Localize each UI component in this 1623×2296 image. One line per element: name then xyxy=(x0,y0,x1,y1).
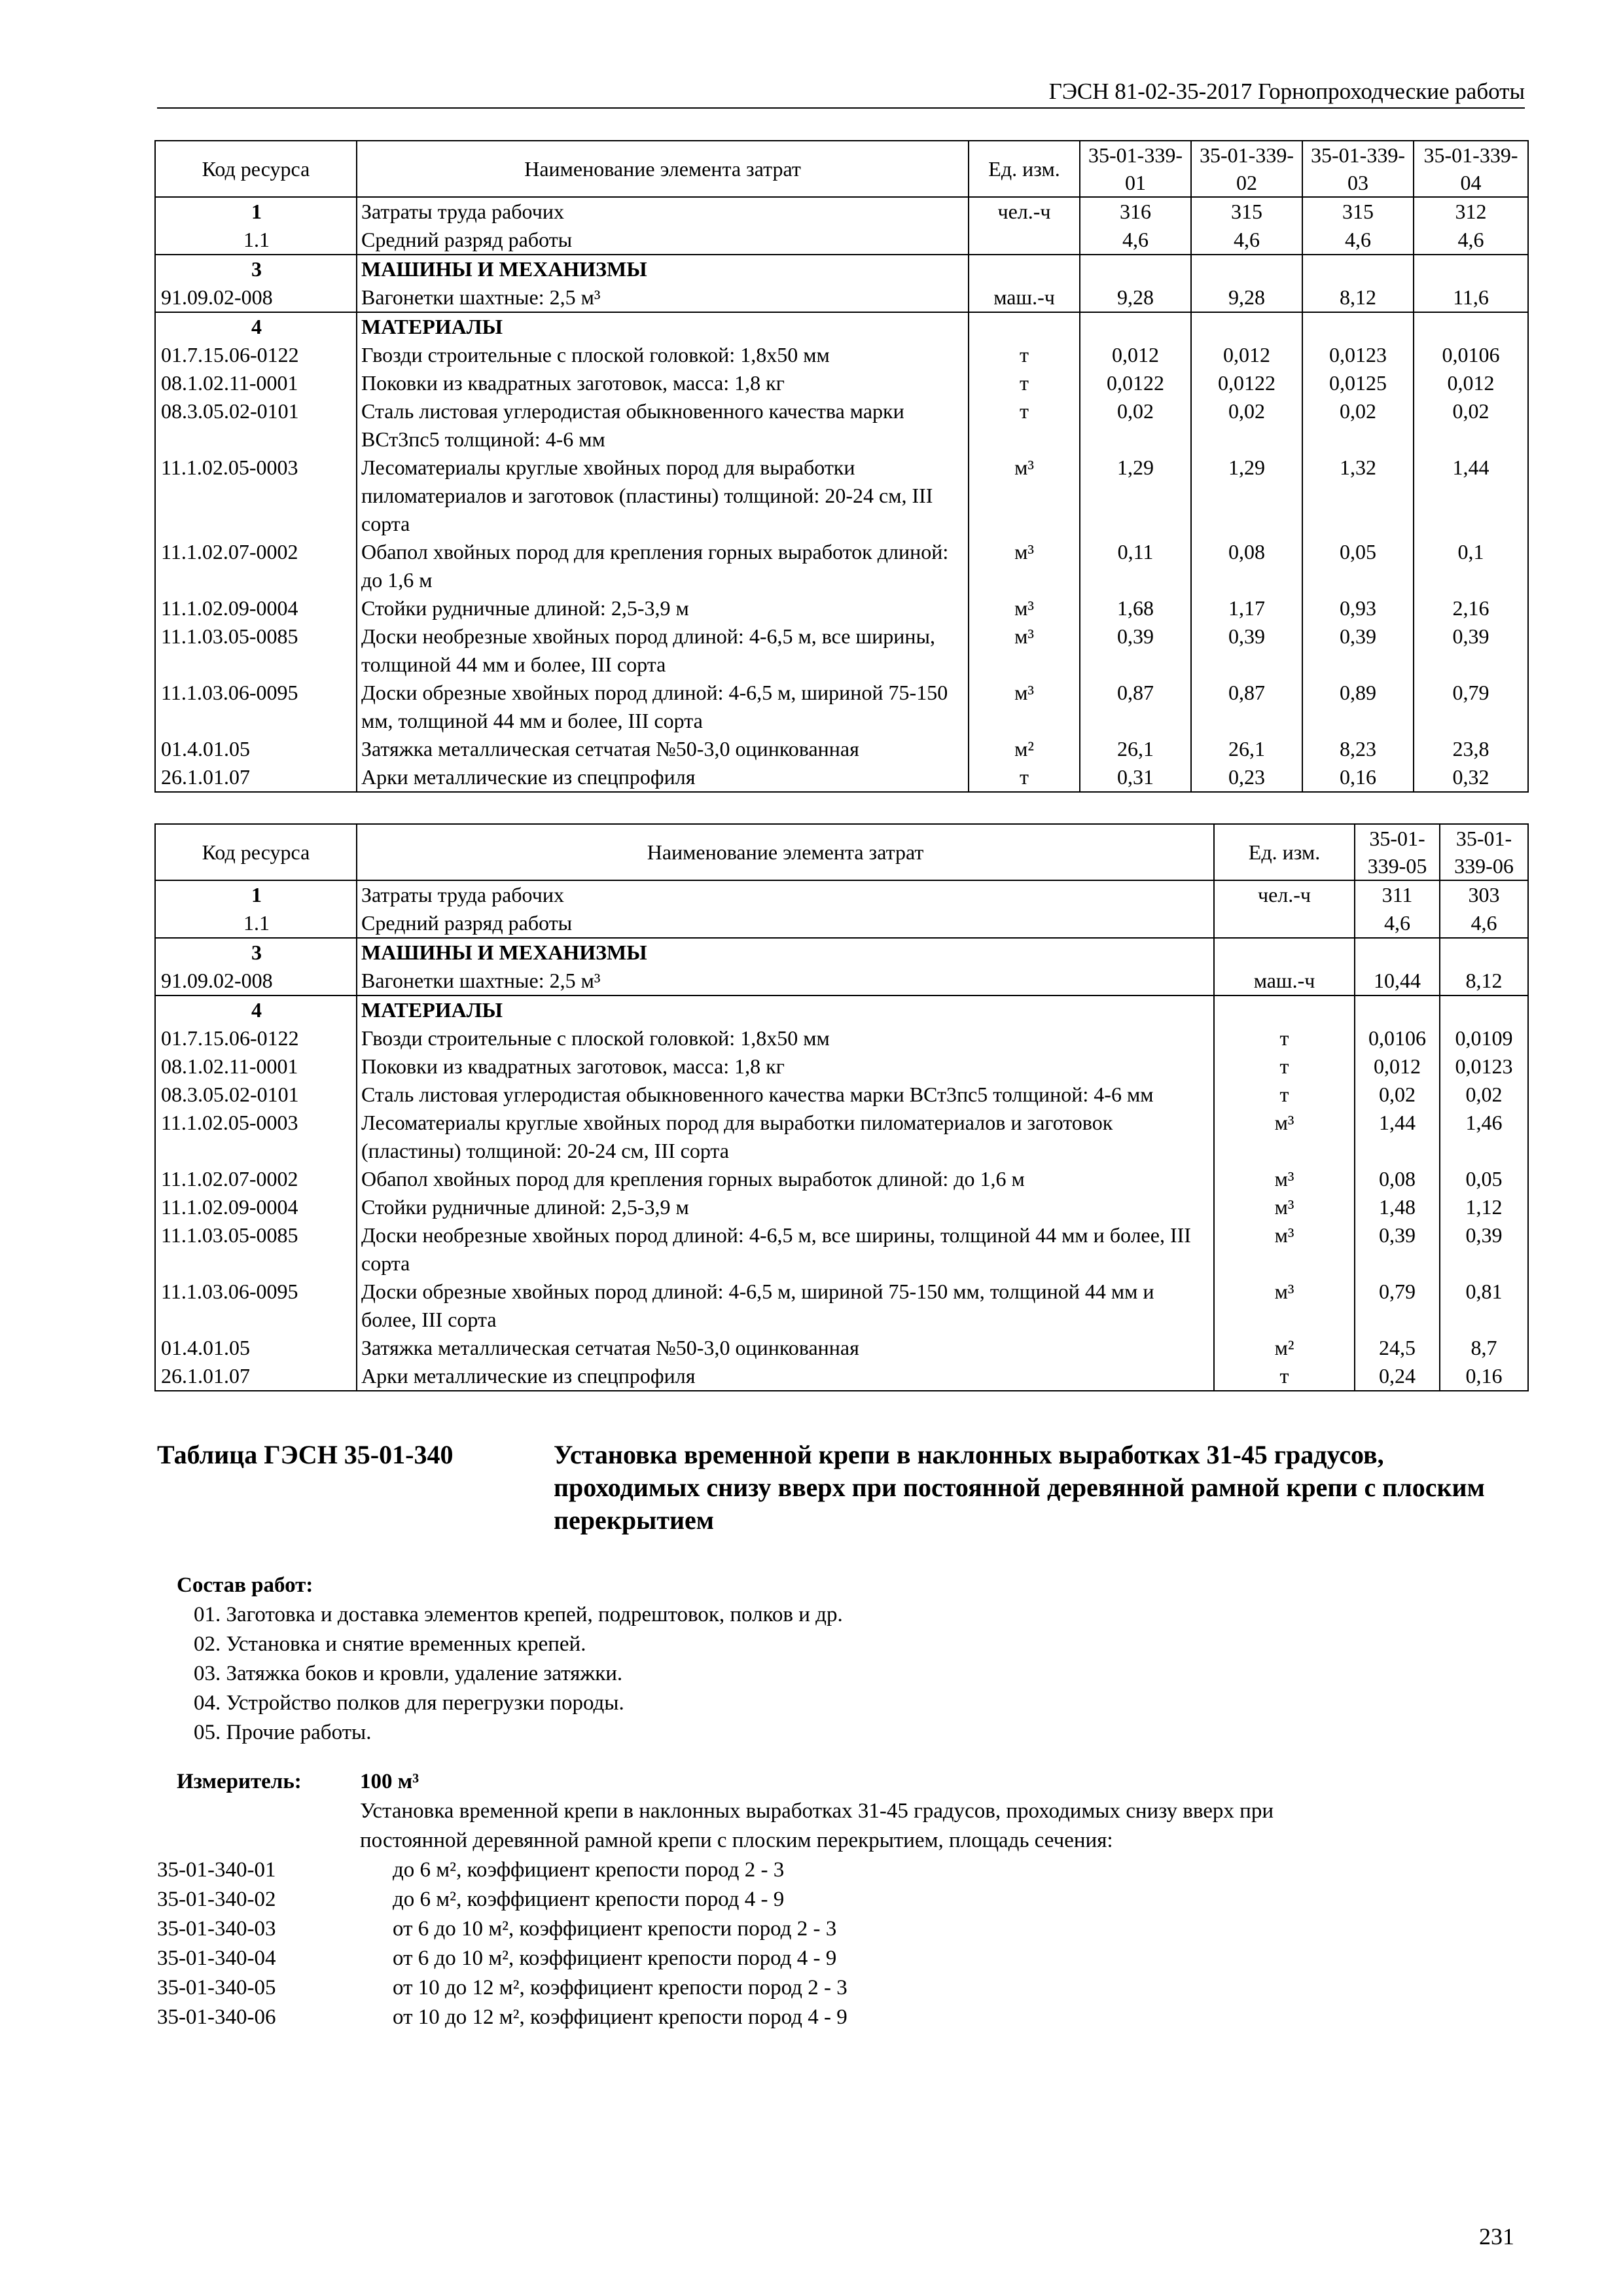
resource-name: Затраты труда рабочих xyxy=(357,880,1214,909)
table-row xyxy=(155,967,1528,996)
resource-code: 4 xyxy=(155,996,357,1024)
col-header-unit: Ед. изм. xyxy=(969,141,1080,197)
resource-unit: т xyxy=(969,397,1080,454)
resource-name: Затяжка металлическая сетчатая №50-3,0 оцинкованная xyxy=(357,1334,1214,1362)
rate-code: 35-01-340-06 xyxy=(157,2005,276,2029)
resource-value: 0,02 xyxy=(1302,397,1414,454)
rate-code: 35-01-340-01 xyxy=(157,1858,276,1882)
resource-unit xyxy=(969,312,1080,341)
resource-value: 1,29 xyxy=(1080,454,1191,538)
resource-value: 26,1 xyxy=(1191,735,1302,763)
resource-value: 0,08 xyxy=(1355,1165,1440,1193)
resource-value: 0,02 xyxy=(1440,1081,1528,1109)
resource-code: 11.1.02.09-0004 xyxy=(155,594,357,622)
resource-value xyxy=(1440,996,1528,1024)
table-row xyxy=(155,938,1528,967)
resource-value: 0,0122 xyxy=(1191,369,1302,397)
resource-code: 08.3.05.02-0101 xyxy=(155,1081,357,1109)
rate-description: до 6 м², коэффициент крепости пород 4 - 9 xyxy=(393,1888,785,1911)
resource-unit: м³ xyxy=(969,454,1080,538)
resource-value: 8,12 xyxy=(1440,967,1528,996)
resource-code: 01.7.15.06-0122 xyxy=(155,341,357,369)
resource-value: 1,12 xyxy=(1440,1193,1528,1221)
resource-value xyxy=(1302,255,1414,283)
resource-unit xyxy=(969,255,1080,283)
resource-table-2 xyxy=(154,823,1529,1391)
col-header-value: 35-01-339-01 xyxy=(1080,141,1191,197)
work-composition xyxy=(177,1571,843,1748)
resource-code: 26.1.01.07 xyxy=(155,1362,357,1391)
resource-unit: т xyxy=(969,763,1080,792)
resource-value: 9,28 xyxy=(1191,283,1302,312)
resource-code: 91.09.02-008 xyxy=(155,967,357,996)
resource-value: 24,5 xyxy=(1355,1334,1440,1362)
resource-unit: м³ xyxy=(1214,1165,1355,1193)
resource-value: 312 xyxy=(1414,197,1528,226)
resource-value: 0,32 xyxy=(1414,763,1528,792)
table-row xyxy=(155,880,1528,909)
resource-value: 0,23 xyxy=(1191,763,1302,792)
resource-value: 26,1 xyxy=(1080,735,1191,763)
table-title-label: Таблица ГЭСН 35-01-340 xyxy=(157,1440,454,1469)
resource-code: 08.1.02.11-0001 xyxy=(155,369,357,397)
resource-code: 11.1.03.05-0085 xyxy=(155,1221,357,1278)
resource-name: Лесоматериалы круглые хвойных пород для выработки пиломатериалов и заготовок (пластины) толщиной: 20-24 см, III сорта xyxy=(357,454,969,538)
resource-value: 0,05 xyxy=(1440,1165,1528,1193)
resource-value: 0,012 xyxy=(1080,341,1191,369)
resource-name: Доски обрезные хвойных пород длиной: 4-6,5 м, шириной 75-150 мм, толщиной 44 мм и более, III сорта xyxy=(357,679,969,735)
resource-unit: м³ xyxy=(969,622,1080,679)
resource-unit: маш.-ч xyxy=(1214,967,1355,996)
resource-value: 0,02 xyxy=(1355,1081,1440,1109)
col-header-code: Код ресурса xyxy=(155,824,357,880)
resource-name: Арки металлические из спецпрофиля xyxy=(357,1362,1214,1391)
resource-value: 0,0125 xyxy=(1302,369,1414,397)
resource-code: 11.1.02.05-0003 xyxy=(155,454,357,538)
resource-name: Сталь листовая углеродистая обыкновенного качества марки ВСт3пс5 толщиной: 4-6 мм xyxy=(357,397,969,454)
resource-unit: м³ xyxy=(969,538,1080,594)
resource-value: 4,6 xyxy=(1355,909,1440,938)
resource-name: Доски необрезные хвойных пород длиной: 4-6,5 м, все ширины, толщиной 44 мм и более, III сорта xyxy=(357,1221,1214,1278)
resource-value: 8,7 xyxy=(1440,1334,1528,1362)
resource-code: 08.1.02.11-0001 xyxy=(155,1052,357,1081)
resource-unit: т xyxy=(969,341,1080,369)
resource-unit: т xyxy=(1214,1081,1355,1109)
resource-value: 0,16 xyxy=(1302,763,1414,792)
resource-code: 1 xyxy=(155,880,357,909)
resource-value: 0,0106 xyxy=(1414,341,1528,369)
table-row xyxy=(155,1278,1528,1334)
resource-value: 0,39 xyxy=(1191,622,1302,679)
resource-code: 1.1 xyxy=(155,909,357,938)
resource-unit xyxy=(1214,996,1355,1024)
rate-code: 35-01-340-03 xyxy=(157,1917,276,1941)
resource-code: 11.1.02.07-0002 xyxy=(155,1165,357,1193)
resource-value xyxy=(1080,312,1191,341)
resource-unit xyxy=(969,226,1080,255)
resource-value: 4,6 xyxy=(1414,226,1528,255)
resource-code: 01.7.15.06-0122 xyxy=(155,1024,357,1052)
resource-code: 3 xyxy=(155,255,357,283)
composition-item: 04. Устройство полков для перегрузки породы. xyxy=(194,1691,624,1715)
rate-description: от 6 до 10 м², коэффициент крепости пород 2 - 3 xyxy=(393,1917,837,1941)
resource-value: 0,08 xyxy=(1191,538,1302,594)
resource-name: Поковки из квадратных заготовок, масса: 1,8 кг xyxy=(357,369,969,397)
resource-value: 0,39 xyxy=(1080,622,1191,679)
table-header-row xyxy=(155,824,1528,880)
resource-name: Средний разряд работы xyxy=(357,909,1214,938)
resource-value: 1,32 xyxy=(1302,454,1414,538)
resource-value xyxy=(1355,996,1440,1024)
resource-value: 0,87 xyxy=(1191,679,1302,735)
resource-value: 1,68 xyxy=(1080,594,1191,622)
resource-value xyxy=(1355,938,1440,967)
rate-description: от 6 до 10 м², коэффициент крепости пород 4 - 9 xyxy=(393,1946,837,1970)
resource-value: 0,012 xyxy=(1414,369,1528,397)
table-row xyxy=(155,538,1528,594)
composition-title: Состав работ: xyxy=(177,1573,313,1597)
resource-value xyxy=(1414,312,1528,341)
resource-value: 0,16 xyxy=(1440,1362,1528,1391)
resource-code: 01.4.01.05 xyxy=(155,735,357,763)
resource-unit: т xyxy=(1214,1024,1355,1052)
resource-unit: т xyxy=(1214,1052,1355,1081)
table-row xyxy=(155,312,1528,341)
resource-value xyxy=(1191,255,1302,283)
table-row xyxy=(155,622,1528,679)
table-row xyxy=(155,255,1528,283)
table-row xyxy=(155,594,1528,622)
resource-name: Вагонетки шахтные: 2,5 м³ xyxy=(357,283,969,312)
table-row xyxy=(155,1362,1528,1391)
resource-unit xyxy=(1214,909,1355,938)
col-header-value: 35-01-339-02 xyxy=(1191,141,1302,197)
resource-value: 0,24 xyxy=(1355,1362,1440,1391)
rate-description: до 6 м², коэффициент крепости пород 2 - 3 xyxy=(393,1858,785,1882)
resource-unit: т xyxy=(1214,1362,1355,1391)
table-row xyxy=(155,1109,1528,1165)
resource-name: Средний разряд работы xyxy=(357,226,969,255)
table-row xyxy=(155,1052,1528,1081)
table-row xyxy=(155,735,1528,763)
resource-value: 0,39 xyxy=(1414,622,1528,679)
resource-value: 23,8 xyxy=(1414,735,1528,763)
table-row xyxy=(155,369,1528,397)
table-row xyxy=(155,283,1528,312)
resource-name: МАШИНЫ И МЕХАНИЗМЫ xyxy=(357,938,1214,967)
resource-value: 0,89 xyxy=(1302,679,1414,735)
resource-value: 10,44 xyxy=(1355,967,1440,996)
resource-value: 0,02 xyxy=(1080,397,1191,454)
resource-value: 4,6 xyxy=(1440,909,1528,938)
table-row xyxy=(155,1024,1528,1052)
col-header-value: 35-01-339-05 xyxy=(1355,824,1440,880)
resource-unit xyxy=(1214,938,1355,967)
measure-label: Измеритель: xyxy=(177,1770,302,1793)
table-row xyxy=(155,1193,1528,1221)
resource-code: 11.1.02.07-0002 xyxy=(155,538,357,594)
col-header-name: Наименование элемента затрат xyxy=(357,141,969,197)
resource-value xyxy=(1302,312,1414,341)
resource-table-1 xyxy=(154,140,1529,793)
resource-value: 0,02 xyxy=(1414,397,1528,454)
resource-value: 11,6 xyxy=(1414,283,1528,312)
resource-code: 01.4.01.05 xyxy=(155,1334,357,1362)
resource-value: 0,0109 xyxy=(1440,1024,1528,1052)
resource-name: Гвозди строительные с плоской головкой: 1,8x50 мм xyxy=(357,341,969,369)
table-row xyxy=(155,197,1528,226)
table-row xyxy=(155,679,1528,735)
resource-value: 0,39 xyxy=(1440,1221,1528,1278)
resource-value: 0,39 xyxy=(1302,622,1414,679)
resource-code: 91.09.02-008 xyxy=(155,283,357,312)
table-row xyxy=(155,1221,1528,1278)
resource-name: Гвозди строительные с плоской головкой: 1,8x50 мм xyxy=(357,1024,1214,1052)
resource-unit: чел.-ч xyxy=(1214,880,1355,909)
resource-value: 316 xyxy=(1080,197,1191,226)
resource-value: 1,44 xyxy=(1355,1109,1440,1165)
table-row xyxy=(155,397,1528,454)
table-row xyxy=(155,1081,1528,1109)
table-row xyxy=(155,341,1528,369)
resource-value: 4,6 xyxy=(1191,226,1302,255)
composition-item: 02. Установка и снятие временных крепей. xyxy=(194,1632,586,1656)
resource-value: 0,39 xyxy=(1355,1221,1440,1278)
col-header-value: 35-01-339-06 xyxy=(1440,824,1528,880)
resource-value: 311 xyxy=(1355,880,1440,909)
resource-unit: м³ xyxy=(969,679,1080,735)
resource-unit: м³ xyxy=(969,594,1080,622)
resource-value: 315 xyxy=(1191,197,1302,226)
resource-value: 9,28 xyxy=(1080,283,1191,312)
resource-code: 11.1.02.09-0004 xyxy=(155,1193,357,1221)
table-row xyxy=(155,1334,1528,1362)
resource-value: 0,31 xyxy=(1080,763,1191,792)
page-number: 231 xyxy=(1479,2223,1514,2250)
resource-value: 0,0123 xyxy=(1440,1052,1528,1081)
col-header-name: Наименование элемента затрат xyxy=(357,824,1214,880)
resource-value: 0,87 xyxy=(1080,679,1191,735)
resource-name: Обапол хвойных пород для крепления горных выработок длиной: до 1,6 м xyxy=(357,538,969,594)
resource-value: 1,44 xyxy=(1414,454,1528,538)
measure-description: постоянной деревянной рамной крепи с плоским перекрытием, площадь сечения: xyxy=(360,1829,1113,1852)
table-header-row xyxy=(155,141,1528,197)
resource-value: 0,79 xyxy=(1355,1278,1440,1334)
resource-value: 8,12 xyxy=(1302,283,1414,312)
resource-unit: чел.-ч xyxy=(969,197,1080,226)
resource-unit: м² xyxy=(969,735,1080,763)
table-row xyxy=(155,763,1528,792)
resource-name: Вагонетки шахтные: 2,5 м³ xyxy=(357,967,1214,996)
resource-name: МАШИНЫ И МЕХАНИЗМЫ xyxy=(357,255,969,283)
resource-value xyxy=(1191,312,1302,341)
resource-name: Доски необрезные хвойных пород длиной: 4-6,5 м, все ширины, толщиной 44 мм и более, III сорта xyxy=(357,622,969,679)
table-row xyxy=(155,454,1528,538)
rate-code: 35-01-340-04 xyxy=(157,1946,276,1970)
measure-section xyxy=(157,1767,1531,2032)
resource-unit: м³ xyxy=(1214,1193,1355,1221)
resource-value: 1,46 xyxy=(1440,1109,1528,1165)
resource-name: Стойки рудничные длиной: 2,5-3,9 м xyxy=(357,1193,1214,1221)
rate-code: 35-01-340-05 xyxy=(157,1976,276,2000)
col-header-value: 35-01-339-04 xyxy=(1414,141,1528,197)
composition-item: 01. Заготовка и доставка элементов крепей, подрештовок, полков и др. xyxy=(194,1603,843,1626)
resource-name: Затяжка металлическая сетчатая №50-3,0 оцинкованная xyxy=(357,735,969,763)
resource-code: 26.1.01.07 xyxy=(155,763,357,792)
resource-name: Лесоматериалы круглые хвойных пород для выработки пиломатериалов и заготовок (пластины) толщиной: 20-24 см, III сорта xyxy=(357,1109,1214,1165)
resource-value: 0,02 xyxy=(1191,397,1302,454)
resource-name: Сталь листовая углеродистая обыкновенного качества марки ВСт3пс5 толщиной: 4-6 мм xyxy=(357,1081,1214,1109)
resource-unit: м³ xyxy=(1214,1221,1355,1278)
resource-name: Поковки из квадратных заготовок, масса: 1,8 кг xyxy=(357,1052,1214,1081)
resource-value: 0,0123 xyxy=(1302,341,1414,369)
resource-value: 8,23 xyxy=(1302,735,1414,763)
page-header: ГЭСН 81-02-35-2017 Горнопроходческие работы xyxy=(157,77,1525,109)
resource-value: 0,0122 xyxy=(1080,369,1191,397)
table-row xyxy=(155,909,1528,938)
resource-value: 2,16 xyxy=(1414,594,1528,622)
rate-description: от 10 до 12 м², коэффициент крепости пород 2 - 3 xyxy=(393,1976,847,2000)
resource-value xyxy=(1440,938,1528,967)
measure-description: Установка временной крепи в наклонных выработках 31-45 градусов, проходимых снизу вверх при xyxy=(360,1799,1274,1823)
resource-name: МАТЕРИАЛЫ xyxy=(357,312,969,341)
resource-value: 0,05 xyxy=(1302,538,1414,594)
resource-value: 4,6 xyxy=(1080,226,1191,255)
resource-unit: маш.-ч xyxy=(969,283,1080,312)
resource-unit: м³ xyxy=(1214,1109,1355,1165)
resource-unit: т xyxy=(969,369,1080,397)
resource-code: 11.1.03.06-0095 xyxy=(155,679,357,735)
resource-name: Доски обрезные хвойных пород длиной: 4-6,5 м, шириной 75-150 мм, толщиной 44 мм и более, III сорта xyxy=(357,1278,1214,1334)
table-row xyxy=(155,1165,1528,1193)
resource-code: 1.1 xyxy=(155,226,357,255)
resource-code: 1 xyxy=(155,197,357,226)
resource-unit: м³ xyxy=(1214,1278,1355,1334)
resource-value: 0,1 xyxy=(1414,538,1528,594)
resource-name: Обапол хвойных пород для крепления горных выработок длиной: до 1,6 м xyxy=(357,1165,1214,1193)
rate-code: 35-01-340-02 xyxy=(157,1888,276,1911)
resource-value: 1,48 xyxy=(1355,1193,1440,1221)
table-row xyxy=(155,996,1528,1024)
col-header-code: Код ресурса xyxy=(155,141,357,197)
resource-value: 0,11 xyxy=(1080,538,1191,594)
resource-unit: м² xyxy=(1214,1334,1355,1362)
resource-value: 4,6 xyxy=(1302,226,1414,255)
resource-code: 3 xyxy=(155,938,357,967)
rate-description: от 10 до 12 м², коэффициент крепости пород 4 - 9 xyxy=(393,2005,847,2029)
resource-value: 0,93 xyxy=(1302,594,1414,622)
composition-item: 03. Затяжка боков и кровли, удаление затяжки. xyxy=(194,1662,623,1685)
resource-code: 4 xyxy=(155,312,357,341)
composition-item: 05. Прочие работы. xyxy=(194,1721,372,1744)
resource-value xyxy=(1414,255,1528,283)
resource-name: Затраты труда рабочих xyxy=(357,197,969,226)
resource-name: МАТЕРИАЛЫ xyxy=(357,996,1214,1024)
resource-value: 0,81 xyxy=(1440,1278,1528,1334)
resource-value xyxy=(1080,255,1191,283)
resource-value: 303 xyxy=(1440,880,1528,909)
table-title-description: Установка временной крепи в наклонных выработках 31-45 градусов, проходимых снизу вверх при постоянной деревянной рамной крепи с плоским перекрытием xyxy=(554,1440,1485,1535)
table-row xyxy=(155,226,1528,255)
measure-value: 100 м³ xyxy=(360,1770,419,1793)
col-header-unit: Ед. изм. xyxy=(1214,824,1355,880)
resource-value: 0,012 xyxy=(1191,341,1302,369)
col-header-value: 35-01-339-03 xyxy=(1302,141,1414,197)
resource-value: 0,012 xyxy=(1355,1052,1440,1081)
resource-name: Стойки рудничные длиной: 2,5-3,9 м xyxy=(357,594,969,622)
resource-code: 11.1.03.05-0085 xyxy=(155,622,357,679)
resource-value: 0,79 xyxy=(1414,679,1528,735)
resource-code: 08.3.05.02-0101 xyxy=(155,397,357,454)
resource-name: Арки металлические из спецпрофиля xyxy=(357,763,969,792)
resource-value: 0,0106 xyxy=(1355,1024,1440,1052)
resource-code: 11.1.02.05-0003 xyxy=(155,1109,357,1165)
resource-value: 1,17 xyxy=(1191,594,1302,622)
resource-code: 11.1.03.06-0095 xyxy=(155,1278,357,1334)
resource-value: 1,29 xyxy=(1191,454,1302,538)
resource-value: 315 xyxy=(1302,197,1414,226)
